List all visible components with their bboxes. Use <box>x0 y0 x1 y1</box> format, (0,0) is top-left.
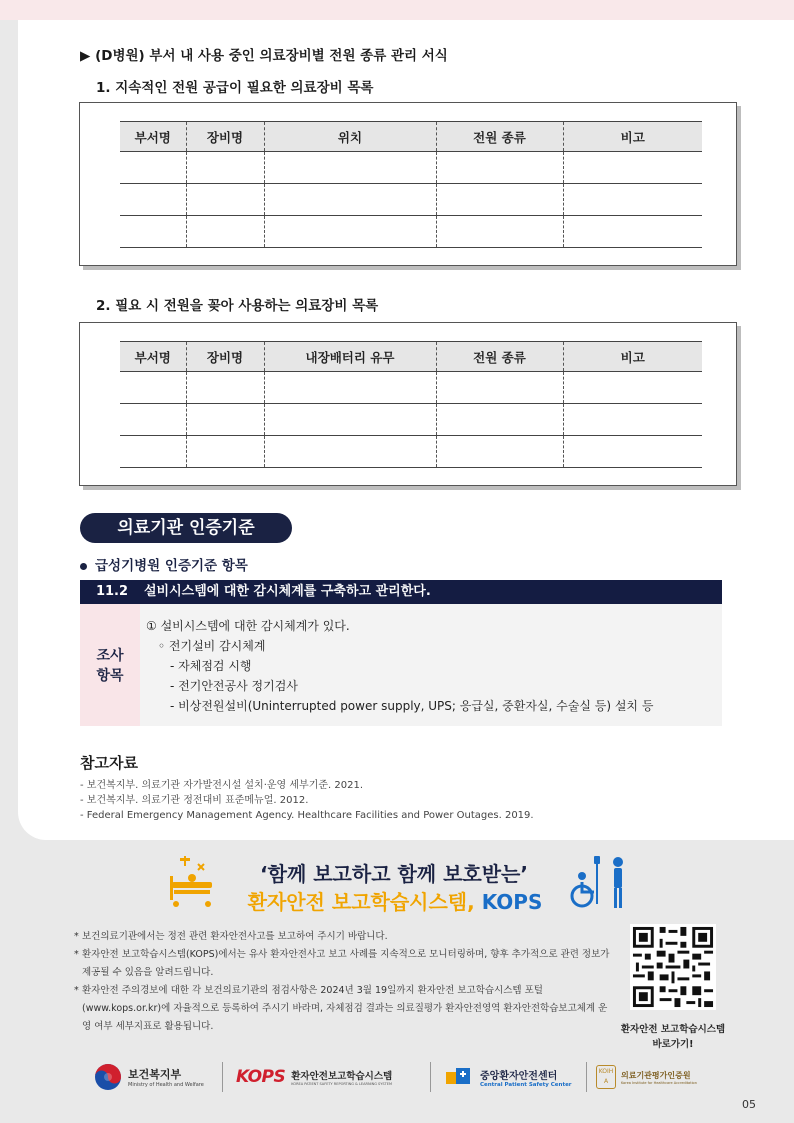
standard-number: 11.2 <box>95 584 129 599</box>
survey-label-line1: 조사 <box>96 648 124 664</box>
mohw-name-ko: 보건복지부 <box>128 1068 182 1081</box>
list2-header-power-type: 전원 종류 <box>436 342 563 372</box>
list2-table <box>120 341 702 468</box>
table-cell[interactable] <box>563 372 702 404</box>
koiha-logo[interactable] <box>596 1060 697 1094</box>
list2-header-row <box>120 342 702 372</box>
top-band <box>0 0 794 20</box>
table-row <box>120 404 702 436</box>
table-cell[interactable] <box>120 372 186 404</box>
table-cell[interactable] <box>436 216 563 248</box>
table-cell[interactable] <box>563 152 702 184</box>
table-cell[interactable] <box>120 152 186 184</box>
table-row <box>120 152 702 184</box>
list1-table <box>120 121 702 248</box>
accreditation-bullet-text: 급성기병원 인증기준 항목 <box>95 558 248 574</box>
list1-header-dept: 부서명 <box>120 122 186 152</box>
bullet-dot-icon <box>80 563 87 570</box>
survey-item-line: ① 설비시스템에 대한 감시체계가 있다. <box>146 619 350 633</box>
survey-item-label <box>80 604 140 726</box>
table-cell[interactable] <box>120 436 186 468</box>
table-cell[interactable] <box>264 404 436 436</box>
list2-title: 2. 필요 시 전원을 꽂아 사용하는 의료장비 목록 <box>96 298 379 314</box>
table-cell[interactable] <box>563 216 702 248</box>
standard-statement: 설비시스템에 대한 감시체계를 구축하고 관리한다. <box>144 584 431 599</box>
cpsc-logo[interactable] <box>444 1060 572 1094</box>
list2-frame <box>79 322 737 486</box>
footer-divider <box>222 1062 223 1092</box>
accreditation-pill: 의료기관 인증기준 <box>80 513 292 543</box>
table-cell[interactable] <box>436 436 563 468</box>
table-cell[interactable] <box>436 404 563 436</box>
qr-caption-line1: 환자안전 보고학습시스템 <box>620 1024 726 1035</box>
survey-item-line: ◦ 전기설비 감시체계 <box>158 639 266 653</box>
table-cell[interactable] <box>120 184 186 216</box>
survey-label-line2: 항목 <box>96 668 124 684</box>
list1-header-remarks: 비고 <box>563 122 702 152</box>
kops-note: * 환자안전 보고학습시스템(KOPS)에서는 유사 환자안전사고 보고 사례를 지속적으로 모니터링하며, 향후 추가적으로 관련 정보가 제공될 수 있음을 알려드립니다. <box>74 946 614 982</box>
table-row <box>120 372 702 404</box>
kops-qr-code-icon[interactable] <box>630 924 716 1010</box>
list1-frame <box>79 102 737 266</box>
list2-header-battery: 내장배터리 유무 <box>264 342 436 372</box>
table-cell[interactable] <box>120 216 186 248</box>
kops-logo-mark: KOPS <box>236 1067 286 1087</box>
kops-system-name <box>228 886 562 915</box>
table-cell[interactable] <box>563 436 702 468</box>
footer-divider <box>430 1062 431 1092</box>
taeguk-icon <box>94 1063 122 1091</box>
qr-caption-line2: 바로가기! <box>652 1039 694 1050</box>
mohw-name-en: Ministry of Health and Welfare <box>128 1082 204 1088</box>
table-cell[interactable] <box>436 184 563 216</box>
table-cell[interactable] <box>563 404 702 436</box>
table-cell[interactable] <box>436 372 563 404</box>
table-cell[interactable] <box>186 184 264 216</box>
table-row <box>120 184 702 216</box>
list2-header-dept: 부서명 <box>120 342 186 372</box>
cpsc-name-en: Central Patient Safety Center <box>480 1081 572 1088</box>
section-title: ▶ (D병원) 부서 내 사용 중인 의료장비별 전원 종류 관리 서식 <box>80 48 448 64</box>
kops-note: * 보건의료기관에서는 정전 관련 환자안전사고를 보고하여 주시기 바랍니다. <box>74 928 614 946</box>
list1-header-power-type: 전원 종류 <box>436 122 563 152</box>
cpsc-name-ko: 중앙환자안전센터 <box>480 1070 558 1082</box>
kops-logo[interactable] <box>236 1060 392 1094</box>
survey-item-line: - 전기안전공사 정기검사 <box>170 679 298 693</box>
table-cell[interactable] <box>264 216 436 248</box>
table-cell[interactable] <box>186 436 264 468</box>
table-cell[interactable] <box>186 216 264 248</box>
references-list <box>80 778 534 823</box>
koiha-name-en: Korea Institute for Healthcare Accreditation <box>621 1080 697 1085</box>
table-cell[interactable] <box>264 184 436 216</box>
mohw-logo[interactable] <box>94 1060 204 1094</box>
list1-title: 1. 지속적인 전원 공급이 필요한 의료장비 목록 <box>96 80 374 96</box>
standard-body <box>80 604 722 726</box>
kops-logo-ko: 환자안전보고학습시스템 <box>291 1071 393 1082</box>
table-cell[interactable] <box>563 184 702 216</box>
footer-logos <box>90 1060 710 1094</box>
koiha-mark: KOIHA <box>596 1065 616 1089</box>
footer-divider <box>586 1062 587 1092</box>
table-cell[interactable] <box>120 404 186 436</box>
kops-logo-en: KOREA PATIENT SAFETY REPORTING & LEARNING SYSTEM <box>291 1082 392 1086</box>
table-cell[interactable] <box>186 404 264 436</box>
kops-system-name-text: 환자안전 보고학습시스템, <box>247 890 475 914</box>
list1-header-location: 위치 <box>264 122 436 152</box>
reference-item: - Federal Emergency Management Agency. Healthcare Facilities and Power Outages. 2019. <box>80 810 534 821</box>
hospital-bed-icon <box>168 856 216 910</box>
koiha-name-ko: 의료기관평가인증원 <box>621 1070 691 1080</box>
survey-item-line: - 비상전원설비(Uninterrupted power supply, UPS; 응급실, 중환자실, 수술실 등) 설치 등 <box>170 699 654 713</box>
survey-items <box>146 616 653 716</box>
table-cell[interactable] <box>264 436 436 468</box>
reference-item: - 보건복지부. 의료기관 정전대비 표준메뉴얼. 2012. <box>80 795 309 806</box>
references-title: 참고자료 <box>80 754 138 772</box>
accreditation-bullet <box>80 554 248 574</box>
reference-item: - 보건복지부. 의료기관 자가발전시설 설치·운영 세부기준. 2021. <box>80 780 364 791</box>
table-cell[interactable] <box>186 152 264 184</box>
table-cell[interactable] <box>264 372 436 404</box>
list1-header-equipment: 장비명 <box>186 122 264 152</box>
kops-notes <box>74 928 614 1036</box>
qr-caption <box>608 1022 738 1052</box>
table-row <box>120 216 702 248</box>
page-number: 05 <box>742 1098 756 1111</box>
table-row <box>120 436 702 468</box>
list1-header-row <box>120 122 702 152</box>
cpsc-mark-icon <box>444 1064 474 1090</box>
table-cell[interactable] <box>186 372 264 404</box>
kops-note: * 환자안전 주의경보에 대한 각 보건의료기관의 점검사항은 2024년 3월 19일까지 환자안전 보고학습시스템 포털(www.kops.or.kr)에 자율적으로 등록하여 주시기 바라며, 자체점검 결과는 의료질평가 환자안전영역 환자안전학습보고체계 운영 여부 세부지표로 활용됩니다. <box>74 982 614 1036</box>
kops-slogan: ‘함께 보고하고 함께 보호받는’ <box>260 862 528 886</box>
kops-system-abbr: KOPS <box>481 890 543 914</box>
survey-item-line: - 자체점검 시행 <box>170 659 252 673</box>
standard-bar <box>80 580 722 604</box>
table-cell[interactable] <box>264 152 436 184</box>
list2-header-equipment: 장비명 <box>186 342 264 372</box>
wheelchair-caregiver-icon <box>568 854 628 912</box>
list2-header-remarks: 비고 <box>563 342 702 372</box>
table-cell[interactable] <box>436 152 563 184</box>
